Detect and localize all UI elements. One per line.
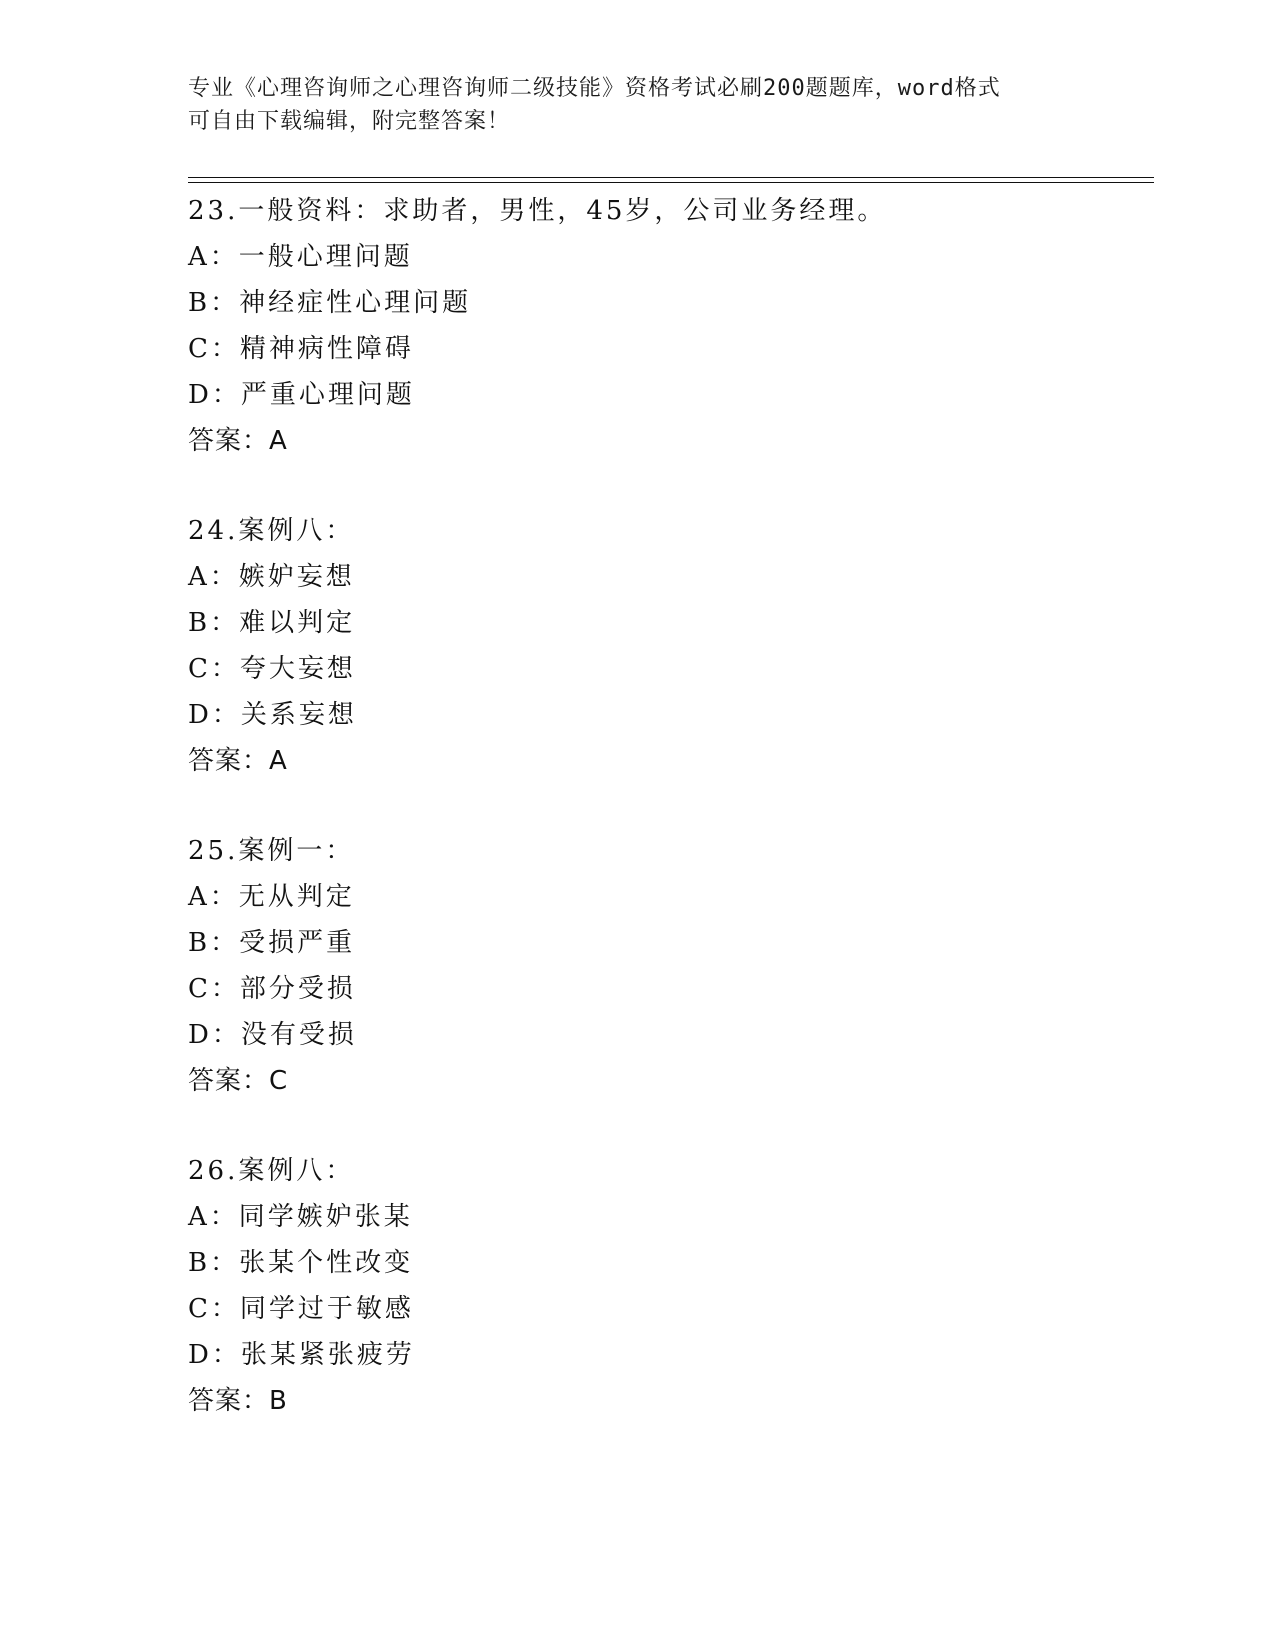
answer-value: B bbox=[269, 1386, 287, 1416]
option-d: D：没有受损 bbox=[188, 1020, 357, 1050]
option-c: C：夸大妄想 bbox=[188, 654, 356, 684]
answer-line bbox=[188, 1058, 1148, 1104]
option-b: B：神经症性心理问题 bbox=[188, 288, 472, 318]
header-divider-bottom bbox=[188, 182, 1154, 183]
option-c: C：部分受损 bbox=[188, 974, 356, 1004]
document-header bbox=[188, 72, 1088, 138]
question-list bbox=[188, 188, 1148, 1424]
header-line-2: 可自由下载编辑，附完整答案！ bbox=[188, 109, 511, 134]
header-divider-top bbox=[188, 177, 1154, 178]
answer-label: 答案： bbox=[188, 1386, 270, 1416]
option-b: B：受损严重 bbox=[188, 928, 356, 958]
question-24 bbox=[188, 508, 1148, 784]
question-23 bbox=[188, 188, 1148, 464]
question-stem: 24.案例八： bbox=[188, 516, 355, 546]
option-a: A：同学嫉妒张某 bbox=[188, 1202, 413, 1232]
answer-label: 答案： bbox=[188, 746, 270, 776]
option-b: B：张某个性改变 bbox=[188, 1248, 414, 1278]
question-stem: 26.案例八： bbox=[188, 1156, 355, 1186]
answer-value: A bbox=[269, 426, 287, 456]
answer-value: C bbox=[269, 1066, 288, 1096]
question-26 bbox=[188, 1148, 1148, 1424]
option-d: D：关系妄想 bbox=[188, 700, 357, 730]
question-stem: 23.一般资料：求助者，男性，45岁，公司业务经理。 bbox=[188, 196, 887, 226]
answer-line bbox=[188, 418, 1148, 464]
answer-label: 答案： bbox=[188, 1066, 270, 1096]
option-a: A：嫉妒妄想 bbox=[188, 562, 355, 592]
answer-label: 答案： bbox=[188, 426, 270, 456]
header-line-1: 专业《心理咨询师之心理咨询师二级技能》资格考试必刷200题题库，word格式 bbox=[188, 76, 1001, 101]
question-stem: 25.案例一： bbox=[188, 836, 355, 866]
option-a: A：一般心理问题 bbox=[188, 242, 413, 272]
option-d: D：张某紧张疲劳 bbox=[188, 1340, 415, 1370]
option-c: C：同学过于敏感 bbox=[188, 1294, 414, 1324]
answer-line bbox=[188, 738, 1148, 784]
option-b: B：难以判定 bbox=[188, 608, 356, 638]
answer-value: A bbox=[269, 746, 287, 776]
option-a: A：无从判定 bbox=[188, 882, 355, 912]
answer-line bbox=[188, 1378, 1148, 1424]
question-25 bbox=[188, 828, 1148, 1104]
option-d: D：严重心理问题 bbox=[188, 380, 415, 410]
option-c: C：精神病性障碍 bbox=[188, 334, 414, 364]
